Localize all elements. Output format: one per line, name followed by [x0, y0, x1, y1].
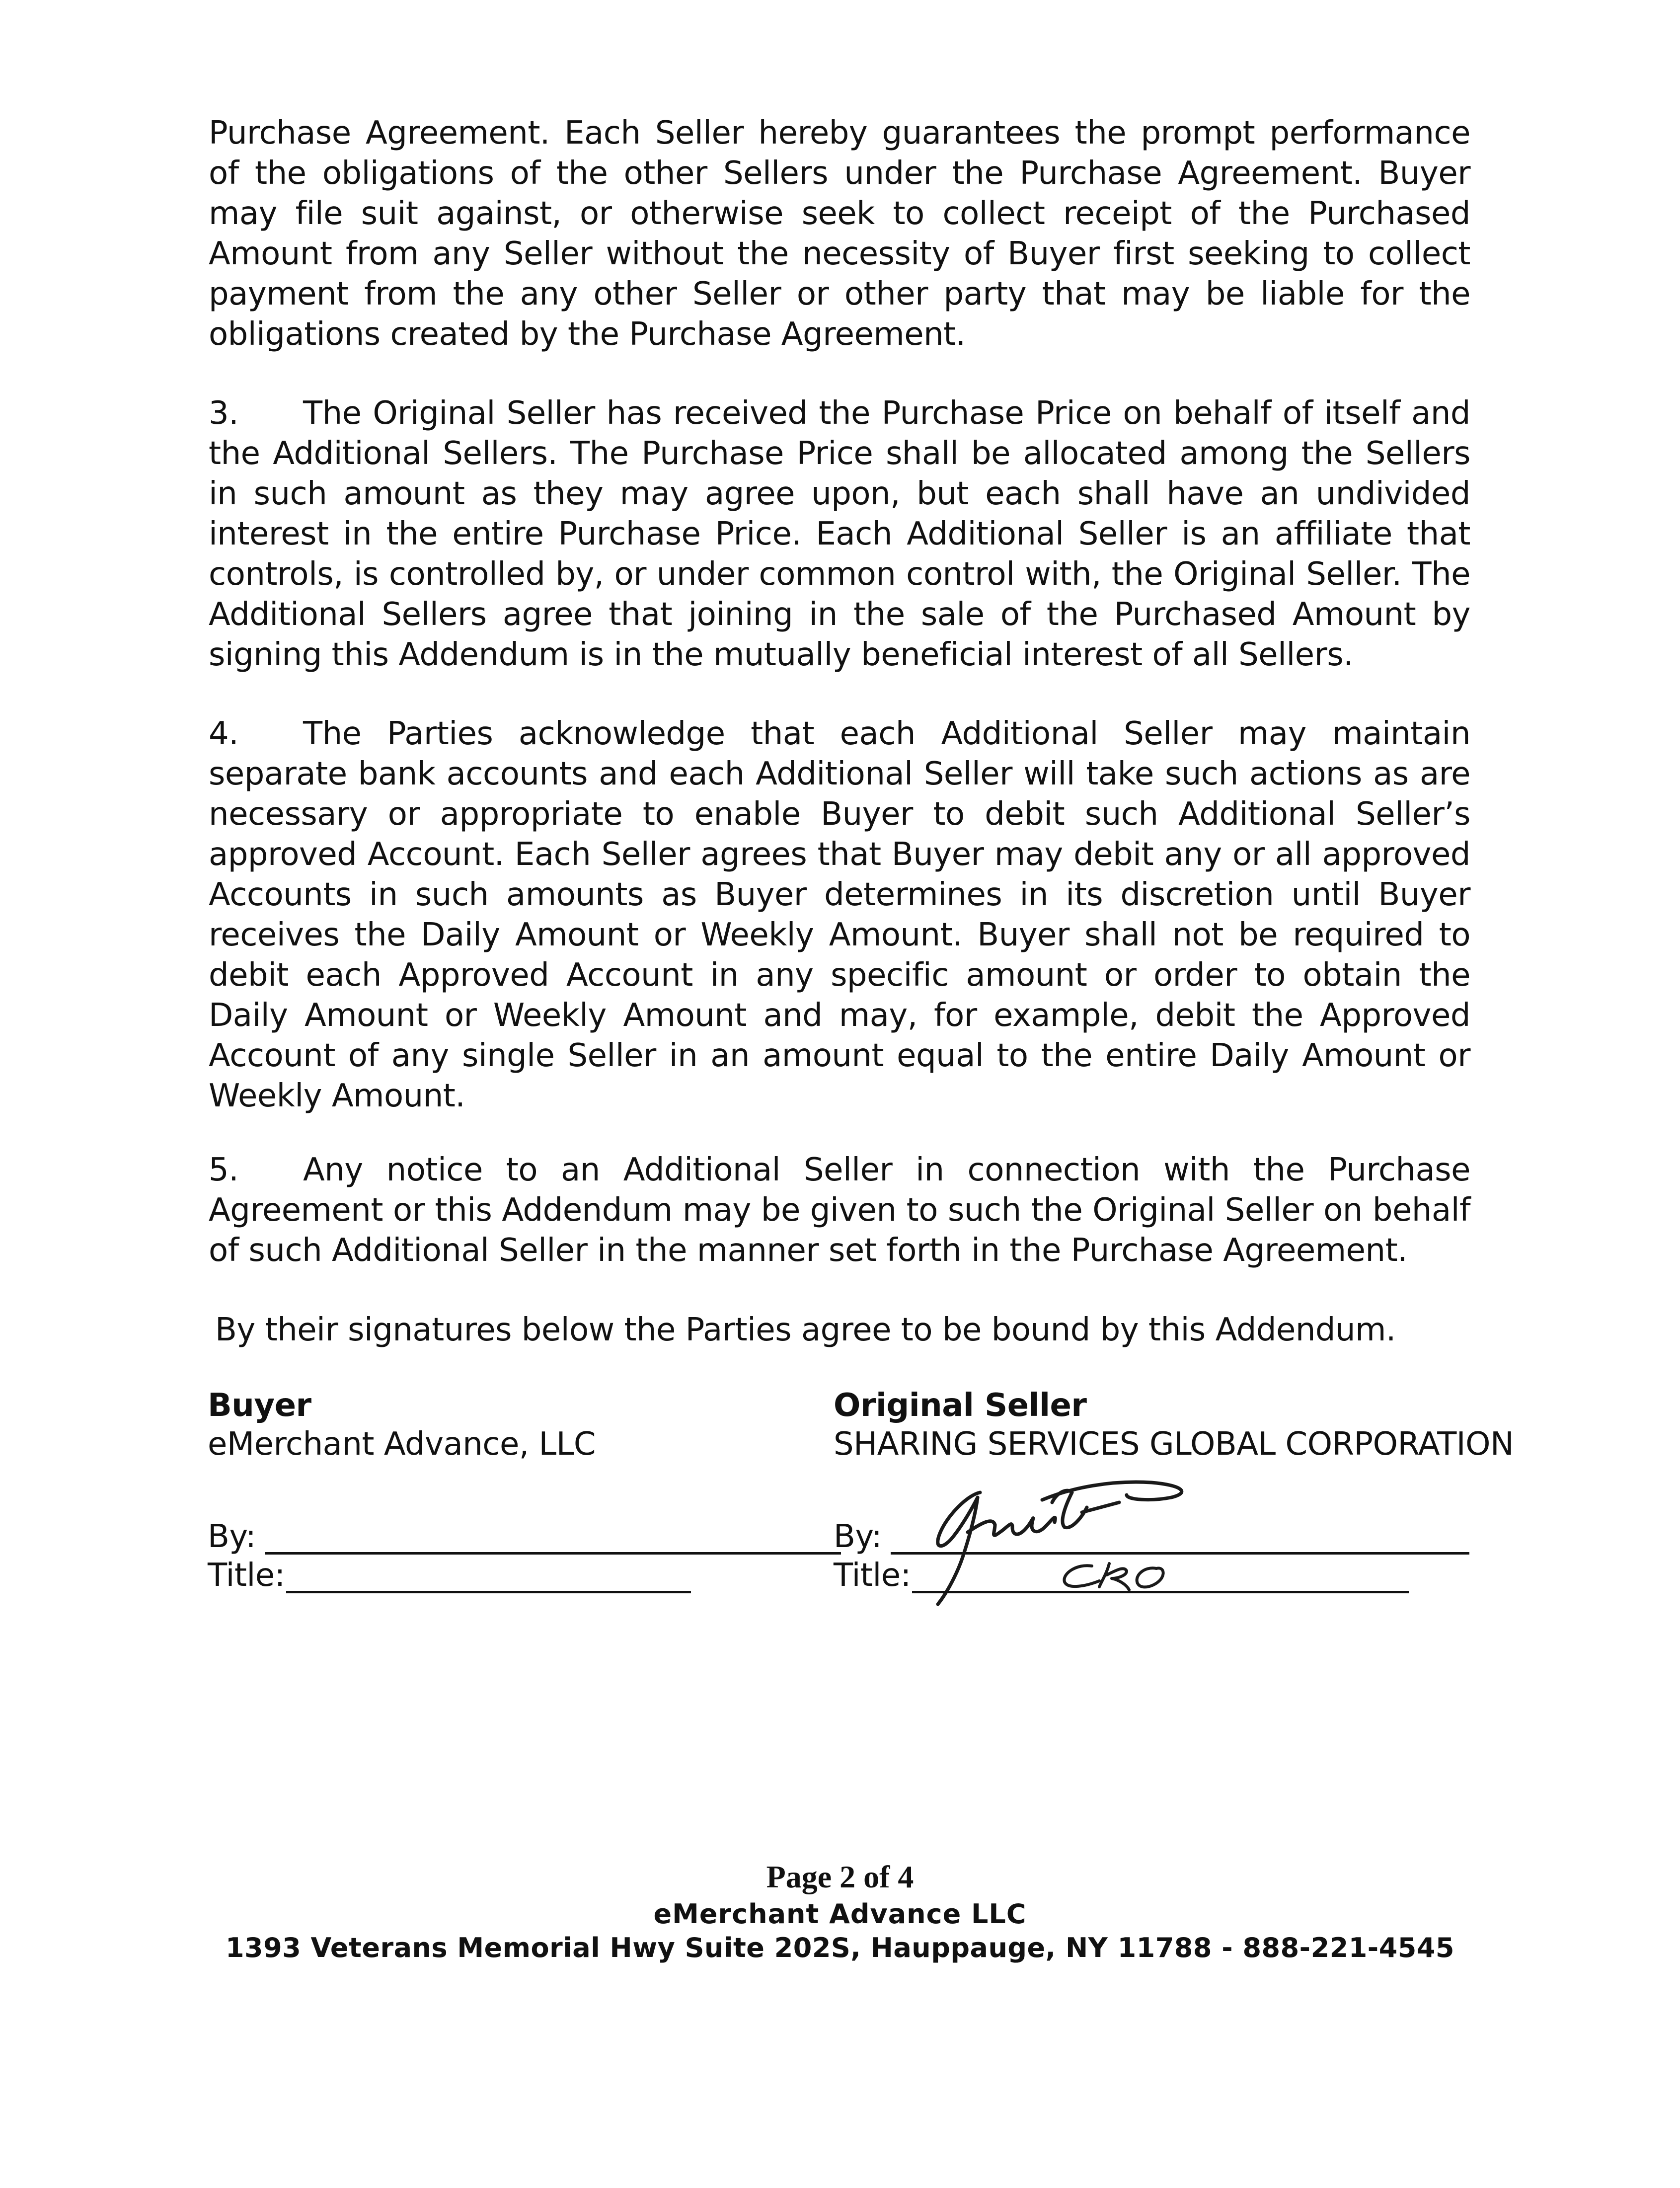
footer-company: eMerchant Advance LLC	[653, 1898, 1027, 1930]
paragraph-text: Purchase Agreement. Each Seller hereby guarantees the prompt performance of the obligations of the other Sellers under the Purchase Agreement. Buyer may file suit against, or otherwise seek to collect receipt of the Purchased Amount from any Seller without the necessity of Buyer first seeking to collect payment from the any other Seller or other party that may be liable for the obligations created by the Purchase Agreement.	[209, 115, 1470, 353]
paragraph-text: Any notice to an Additional Seller in connection with the Purchase Agreement or this Addendum may be given to such the Original Seller on behalf of such Additional Seller in the manner set forth in the Purchase Agreement.	[209, 1152, 1470, 1269]
seller-signature-block	[834, 1386, 1638, 1595]
buyer-title-line	[208, 1556, 853, 1595]
paragraph-4	[209, 714, 1470, 1116]
paragraph-text: The Parties acknowledge that each Additional Seller may maintain separate bank accounts and each Additional Seller will take such actions as are necessary or appropriate to enable Buyer to debit such Additional Seller’s approved Account. Each Seller agrees that Buyer may debit any or all approved Accounts in such amounts as Buyer determines in its discretion until Buyer receives the Daily Amount or Weekly Amount. Buyer shall not be required to debit each Approved Account in any specific amount or order to obtain the Daily Amount or Weekly Amount and may, for example, debit the Approved Account of any single Seller in an amount equal to the entire Daily Amount or Weekly Amount.	[209, 715, 1470, 1114]
seller-by-line	[834, 1517, 1638, 1556]
paragraph-number: 3.	[209, 395, 239, 432]
footer-address: 1393 Veterans Memorial Hwy Suite 202S, Hauppauge, NY 11788 - 888-221-4545	[225, 1932, 1455, 1963]
buyer-heading: Buyer	[208, 1387, 311, 1424]
buyer-signature-block	[208, 1386, 853, 1595]
seller-name: SHARING SERVICES GLOBAL CORPORATION	[834, 1426, 1514, 1463]
page-number: Page 2 of 4	[766, 1859, 914, 1894]
buyer-name: eMerchant Advance, LLC	[208, 1426, 596, 1463]
paragraph-3	[209, 393, 1470, 675]
paragraph-5	[209, 1150, 1470, 1271]
buyer-by-rule	[265, 1552, 841, 1555]
paragraph-2-continued	[209, 113, 1470, 355]
seller-by-label: By:	[834, 1518, 882, 1555]
buyer-title-label: Title:	[208, 1557, 285, 1594]
paragraph-number: 5.	[209, 1152, 239, 1188]
buyer-by-label: By:	[208, 1518, 256, 1555]
seller-title-line	[834, 1556, 1638, 1595]
agreement-statement: By their signatures below the Parties agree to be bound by this Addendum.	[215, 1312, 1396, 1348]
paragraph-number: 4.	[209, 715, 239, 752]
handwritten-title-icon	[1052, 1551, 1196, 1601]
seller-heading: Original Seller	[834, 1387, 1087, 1424]
buyer-by-line	[208, 1517, 853, 1556]
paragraph-text: The Original Seller has received the Purchase Price on behalf of itself and the Additional Sellers. The Purchase Price shall be allocated among the Sellers in such amount as they may agree upon, but each shall have an undivided interest in the entire Purchase Price. Each Additional Seller is an affiliate that controls, is controlled by, or under common control with, the Original Seller. The Additional Sellers agree that joining in the sale of the Purchased Amount by signing this Addendum is in the mutually beneficial interest of all Sellers.	[209, 395, 1470, 673]
seller-title-label: Title:	[834, 1557, 911, 1594]
buyer-title-rule	[286, 1591, 691, 1593]
